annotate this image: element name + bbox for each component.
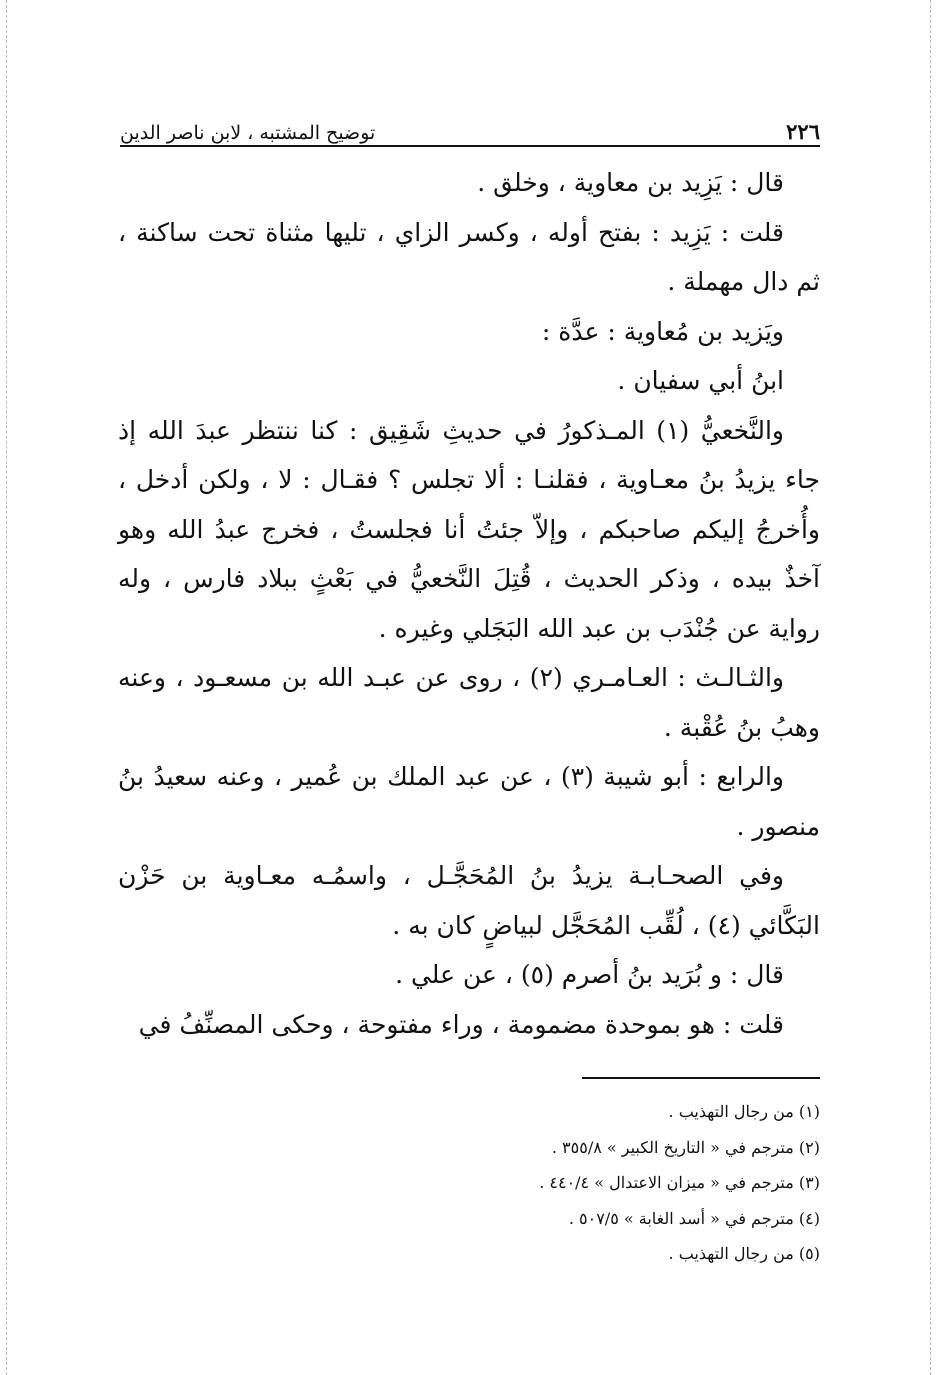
running-title: توضيح المشتبه ، لابن ناصر الدين — [120, 122, 376, 144]
paragraph: والثـالـث : العـامـري (٢) ، روى عن عبـد الله بن مسعـود ، وعنه وهبُ بنُ عُقْبة . — [118, 663, 820, 742]
scan-edge-left — [6, 0, 7, 1375]
header-rule — [120, 145, 820, 147]
page-number: ٢٢٦ — [786, 119, 820, 144]
paragraph: قلت : هو بموحدة مضمومة ، وراء مفتوحة ، وحكى المصنِّفُ في — [138, 1009, 784, 1039]
footnote: (٢) مترجم في « التاريخ الكبير » ٣٥٥/٨ . — [551, 1137, 820, 1157]
paragraph: قال : و بُرَيد بنُ أصرم (٥) ، عن علي . — [395, 960, 784, 989]
paragraph: قلت : يَزِيد : بفتح أوله ، وكسر الزاي ، تليها مثناة تحت ساكنة ، ثم دال مهملة . — [118, 217, 820, 296]
paragraph: ويَزيد بن مُعاوية : عدَّة : — [541, 316, 784, 346]
footnote: (٤) مترجم في « أسد الغابة » ٥٠٧/٥ . — [568, 1208, 820, 1228]
paragraph: ابنُ أبي سفيان . — [617, 366, 784, 395]
paragraph: وفي الصحـابـة يزيدُ بنُ المُحَجَّـل ، واسمُـه معـاوية بن حَزْن البَكَّائي (٤) ، لُقِّب المُحَجَّل لبياضٍ كان به . — [118, 861, 820, 940]
footnote: (١) من رجال التهذيب . — [668, 1102, 820, 1121]
paragraph: قال : يَزِيد بن معاوية ، وخلق . — [477, 168, 784, 197]
footnote: (٣) مترجم في « ميزان الاعتدال » ٤٤٠/٤ . — [539, 1173, 820, 1192]
footnote: (٥) من رجال التهذيب . — [668, 1244, 820, 1263]
footnotes — [118, 1094, 820, 1272]
paragraph: والنَّخعيُّ (١) المـذكورُ في حديثِ شَقِيق : كنا ننتظر عبدَ الله إذ جاء يزيدُ بنُ معـاوية ، فقلنـا : ألا تجلس ؟ فقـال : لا ، ولكن أدخل ، وأُخرجُ إليكم صاحبكم ، وإلاّ جئتُ أنا فجلستُ ، فخرج عبدُ الله وهو آخذٌ بيده ، وذكر الحديث ، قُتِلَ النَّخعيُّ في بَعْثٍ ببلاد فارس ، وله رواية عن جُنْدَب بن عبد الله البَجَلي وغيره . — [118, 415, 820, 643]
page-header — [120, 88, 820, 144]
paragraph: والرابع : أبو شيبة (٣) ، عن عبد الملك بن عُمير ، وعنه سعيدُ بنُ منصور . — [118, 762, 820, 841]
footnote-rule — [582, 1077, 820, 1079]
scan-edge-right — [930, 0, 931, 1375]
main-text — [118, 158, 820, 1049]
